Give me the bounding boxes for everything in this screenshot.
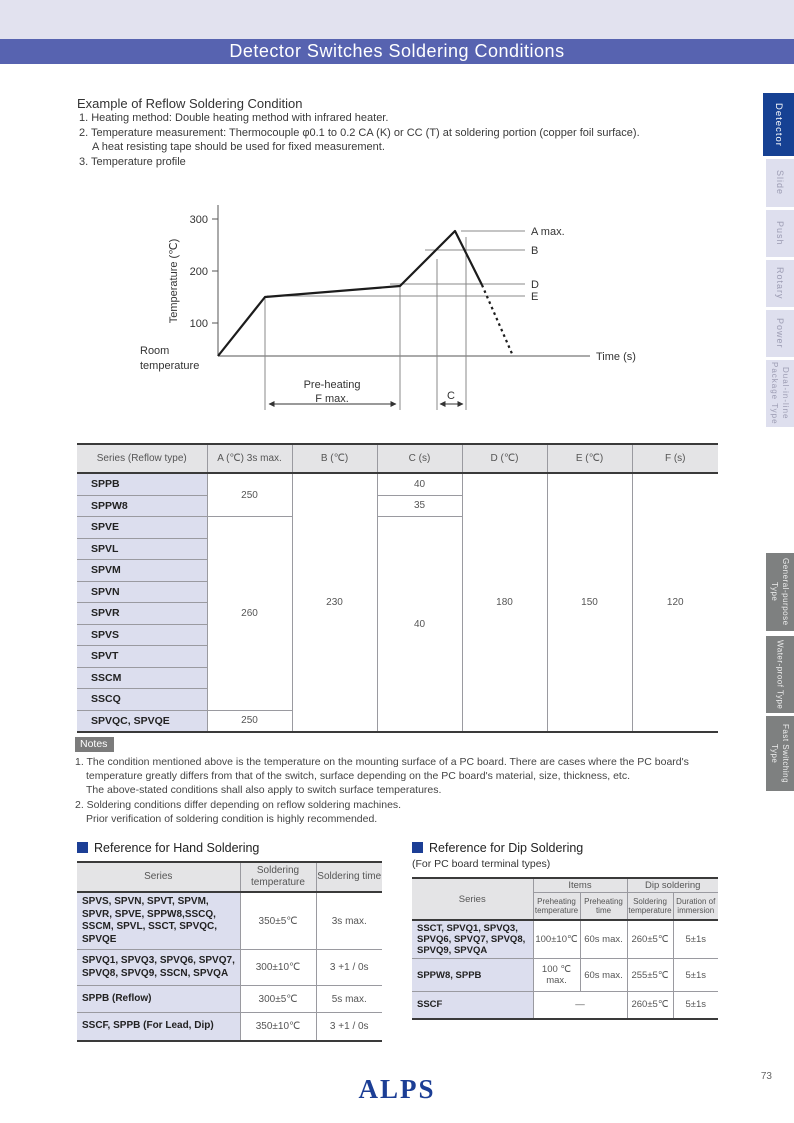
preheat-time-cell: 60s max.: [580, 920, 627, 959]
table-row: [412, 920, 718, 959]
value-f-120: 120: [632, 473, 718, 732]
dip-soldering-table: [412, 877, 718, 1020]
table-row: [77, 892, 382, 950]
value-c-40: 40: [377, 473, 462, 495]
solder-temp-cell: 255±5℃: [627, 959, 673, 992]
time-cell: 3 +1 / 0s: [316, 950, 382, 986]
col-header-b: B (℃): [292, 444, 377, 473]
preheat-time-cell: 60s max.: [580, 959, 627, 992]
page-title: Detector Switches Soldering Conditions: [0, 39, 794, 64]
series-cell: SSCQ: [77, 689, 207, 711]
col-header-series: Series: [77, 862, 240, 892]
sidebar-tab-rotary[interactable]: [766, 260, 794, 307]
series-cell: SPPB: [77, 473, 207, 495]
ref-label-b: B: [531, 245, 539, 257]
series-cell: SPVM: [77, 560, 207, 582]
temperature-cell: 300±10℃: [240, 950, 316, 986]
series-cell: SPVL: [77, 538, 207, 560]
dip-soldering-subtitle: (For PC board terminal types): [412, 858, 551, 870]
col-header-series: Series (Reflow type): [77, 444, 207, 473]
sidebar-tab-dual-in-line[interactable]: [766, 360, 794, 427]
hand-soldering-table: [77, 861, 382, 1042]
note-line-1: 1. The condition mentioned above is the temperature on the mounting surface of a PC board. There are cases where the PC board's: [75, 756, 689, 768]
solder-temp-cell: 260±5℃: [627, 920, 673, 959]
value-c-40-rest: 40: [377, 517, 462, 733]
preheat-temp-cell: 100±10℃: [533, 920, 580, 959]
col-header-f: F (s): [632, 444, 718, 473]
time-cell: 5s max.: [316, 986, 382, 1013]
tab-label: Dual-in-line Package Type: [770, 362, 790, 425]
x-axis-label: Time (s): [596, 351, 636, 363]
series-cell: SPVE: [77, 517, 207, 539]
table-header-group-row: [412, 878, 718, 893]
immersion-cell: 5±1s: [673, 920, 718, 959]
tick-label-300: 300: [189, 214, 208, 226]
origin-label-room: Room: [140, 345, 170, 357]
col-header-c: C (s): [377, 444, 462, 473]
series-cell: SPVS, SPVN, SPVT, SPVM, SPVR, SPVE, SPPW8,SSCQ, SSCM, SPVL, SSCT, SPVQC, SPVQE: [77, 892, 240, 950]
col-header-preheating-time: Preheating time: [580, 893, 627, 921]
dip-soldering-title: [412, 841, 583, 855]
preheat-temp-cell: 100 ℃ max.: [533, 959, 580, 992]
intro-list: [79, 111, 640, 169]
sidebar-tab-slide[interactable]: [766, 159, 794, 207]
table-row: [77, 473, 718, 495]
solder-temp-cell: 260±5℃: [627, 992, 673, 1019]
temperature-cell: 300±5℃: [240, 986, 316, 1013]
table-row: [77, 986, 382, 1013]
reflow-conditions-table: [77, 443, 718, 733]
tab-label: Power: [775, 318, 785, 349]
intro-line-1: 1. Heating method: Double heating method with infrared heater.: [79, 112, 389, 124]
value-c-35: 35: [377, 495, 462, 517]
notes-badge: Notes: [75, 737, 114, 752]
c-label: C: [447, 390, 455, 402]
series-cell: SSCT, SPVQ1, SPVQ3, SPVQ6, SPVQ7, SPVQ8, SPVQ9, SPVQA: [412, 920, 533, 959]
series-cell: SPVQ1, SPVQ3, SPVQ6, SPVQ7, SPVQ8, SPVQ9, SSCN, SPVQA: [77, 950, 240, 986]
intro-line-3: A heat resisting tape should be used for fixed measurement.: [92, 141, 385, 154]
y-axis-label: Temperature (℃): [168, 238, 180, 324]
sidebar-tab-water-proof[interactable]: [766, 636, 794, 713]
col-header-a: A (℃) 3s max.: [207, 444, 292, 473]
series-cell: SPVT: [77, 646, 207, 668]
blue-square-icon: [412, 842, 423, 853]
temperature-cell: 350±10℃: [240, 1013, 316, 1041]
notes-section: [75, 737, 735, 826]
tab-label: Detector: [773, 102, 784, 147]
section-heading: Example of Reflow Soldering Condition: [77, 96, 303, 111]
immersion-cell: 5±1s: [673, 992, 718, 1019]
series-cell: SPVN: [77, 581, 207, 603]
col-header-e: E (℃): [547, 444, 632, 473]
sidebar-tab-push[interactable]: [766, 210, 794, 257]
table-row: [412, 992, 718, 1019]
time-cell: 3 +1 / 0s: [316, 1013, 382, 1041]
dip-soldering-title-text: Reference for Dip Soldering: [429, 841, 584, 855]
col-header-soldering-temperature: Soldering temperature: [627, 893, 673, 921]
tab-label: Push: [775, 221, 785, 246]
value-b-230: 230: [292, 473, 377, 732]
col-header-series: Series: [412, 878, 533, 920]
value-d-180: 180: [462, 473, 547, 732]
table-header-row: [77, 444, 718, 473]
hand-soldering-title: [77, 841, 259, 855]
col-header-preheating-temperature: Preheating temperature: [533, 893, 580, 921]
sidebar-tab-detector[interactable]: [763, 93, 794, 156]
tab-label: Rotary: [775, 267, 785, 300]
tab-label: General-purpose Type: [770, 558, 790, 626]
preheat-cell-dash: —: [533, 992, 627, 1019]
value-a-250: 250: [207, 473, 292, 517]
col-header-duration-of-immersion: Duration of immersion: [673, 893, 718, 921]
immersion-cell: 5±1s: [673, 959, 718, 992]
table-row: [77, 950, 382, 986]
series-cell: SPVQC, SPVQE: [77, 710, 207, 732]
tab-label: Water-proof Type: [775, 639, 785, 710]
series-cell: SPVR: [77, 603, 207, 625]
temperature-cell: 350±5℃: [240, 892, 316, 950]
value-a-260: 260: [207, 517, 292, 711]
series-cell: SPPW8, SPPB: [412, 959, 533, 992]
temperature-profile-chart: [130, 197, 650, 427]
value-e-150: 150: [547, 473, 632, 732]
ref-label-d: D: [531, 279, 539, 291]
series-cell: SPVS: [77, 624, 207, 646]
tick-label-200: 200: [189, 266, 208, 278]
note-line-5: Prior verification of soldering condition is highly recommended.: [86, 812, 378, 825]
origin-label-temperature: temperature: [140, 360, 200, 372]
series-cell: SPPW8: [77, 495, 207, 517]
time-cell: 3s max.: [316, 892, 382, 950]
series-cell: SPPB (Reflow): [77, 986, 240, 1013]
group-header-dip-soldering: Dip soldering: [627, 878, 718, 893]
page-number: 73: [760, 1071, 772, 1082]
ref-label-e: E: [531, 291, 539, 303]
tick-label-100: 100: [189, 318, 208, 330]
tab-label: Slide: [775, 170, 785, 196]
alps-logo: ALPS: [358, 1074, 436, 1104]
table-header-row: [77, 862, 382, 892]
note-line-2: temperature greatly differs from that of the switch, surface depending on the PC board's material, size, thickness, etc.: [86, 770, 630, 783]
series-cell: SSCF: [412, 992, 533, 1019]
notes-lines: [75, 755, 735, 826]
col-header-d: D (℃): [462, 444, 547, 473]
value-a-250-bottom: 250: [207, 710, 292, 732]
tab-label: Fast Switching Type: [770, 723, 790, 784]
intro-line-2: 2. Temperature measurement: Thermocouple φ0.1 to 0.2 CA (K) or CC (T) at soldering portion (copper foil surface).: [79, 126, 640, 139]
series-cell: SSCF, SPPB (For Lead, Dip): [77, 1013, 240, 1041]
top-lavender-strip: [0, 0, 794, 39]
blue-square-icon: [77, 842, 88, 853]
ref-label-a: A max.: [531, 226, 565, 238]
col-header-soldering-temperature: Soldering temperature: [240, 862, 316, 892]
preheat-label: Pre-heating: [303, 379, 361, 391]
col-header-soldering-time: Soldering time: [316, 862, 382, 892]
table-row: [412, 959, 718, 992]
group-header-items: Items: [533, 878, 627, 893]
sidebar-tab-fast-switching[interactable]: [766, 716, 794, 791]
hand-soldering-title-text: Reference for Hand Soldering: [94, 841, 260, 855]
table-row: [77, 1013, 382, 1041]
series-cell: SSCM: [77, 667, 207, 689]
sidebar-tab-power[interactable]: [766, 310, 794, 357]
sidebar-tab-general-purpose[interactable]: [766, 553, 794, 631]
note-line-3: The above-stated conditions shall also apply to switch surface temperatures.: [86, 784, 442, 797]
note-line-4: 2. Soldering conditions differ depending on reflow soldering machines.: [75, 798, 402, 811]
f-max-label: F max.: [315, 393, 349, 405]
intro-line-4: 3. Temperature profile: [79, 155, 186, 168]
